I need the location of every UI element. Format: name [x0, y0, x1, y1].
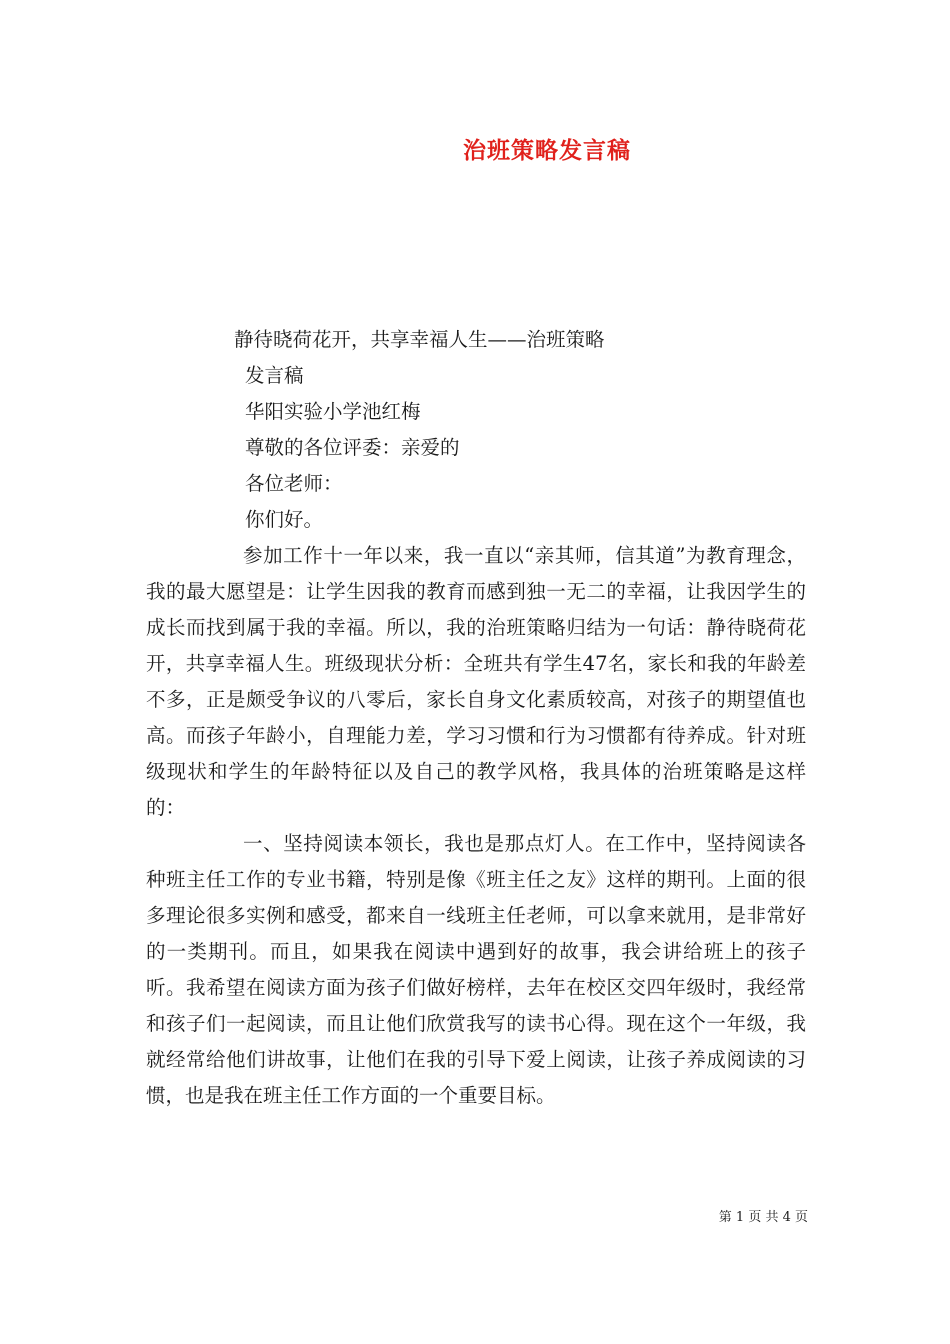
page-footer: 第 1 页 共 4 页 [718, 1210, 808, 1225]
paragraph-2: 一、坚持阅读本领长，我也是那点灯人。在工作中，坚持阅读各种班主任工作的专业书籍，特别是像《班主任之友》这样的期刊。上面的很多理论很多实例和感受，都来自一线班主任老师，可以拿来就用，是非常好的一类期刊。而且，如果我在阅读中遇到好的故事，我会讲给班上的孩子听。我希望在阅读方面为孩子们做好榜样，去年在校区交四年级时，我经常和孩子们一起阅读，而且让他们欣赏我写的读书心得。现在这个一年级，我就经常给他们讲故事，让他们在我的引导下爱上阅读，让孩子养成阅读的习惯，也是我在班主任工作方面的一个重要目标。 [146, 832, 806, 1107]
author-line: 华阳实验小学池红梅 [245, 400, 421, 423]
greeting-line-1: 尊敬的各位评委：亲爱的 [245, 436, 460, 459]
subtitle-line-2: 发言稿 [245, 364, 304, 387]
greeting-line-3: 你们好。 [245, 508, 324, 531]
paragraph-1: 参加工作十一年以来，我一直以“亲其师，信其道”为教育理念，我的最大愿望是：让学生因我的教育而感到独一无二的幸福，让我因学生的成长而找到属于我的幸福。所以，我的治班策略归结为一句话：静待晓荷花开，共享幸福人生。班级现状分析：全班共有学生47名，家长和我的年龄差不多，正是颇受争议的八零后，家长自身文化素质较高，对孩子的期望值也高。而孩子年龄小，自理能力差，学习习惯和行为习惯都有待养成。针对班级现状和学生的年龄特征以及自己的教学风格，我具体的治班策略是这样的： [146, 544, 806, 819]
greeting-line-2: 各位老师： [245, 472, 343, 495]
document-title: 治班策略发言稿 [463, 137, 631, 164]
document-body [146, 322, 806, 1114]
subtitle-line-1: 静待晓荷花开，共享幸福人生——治班策略 [234, 328, 605, 351]
